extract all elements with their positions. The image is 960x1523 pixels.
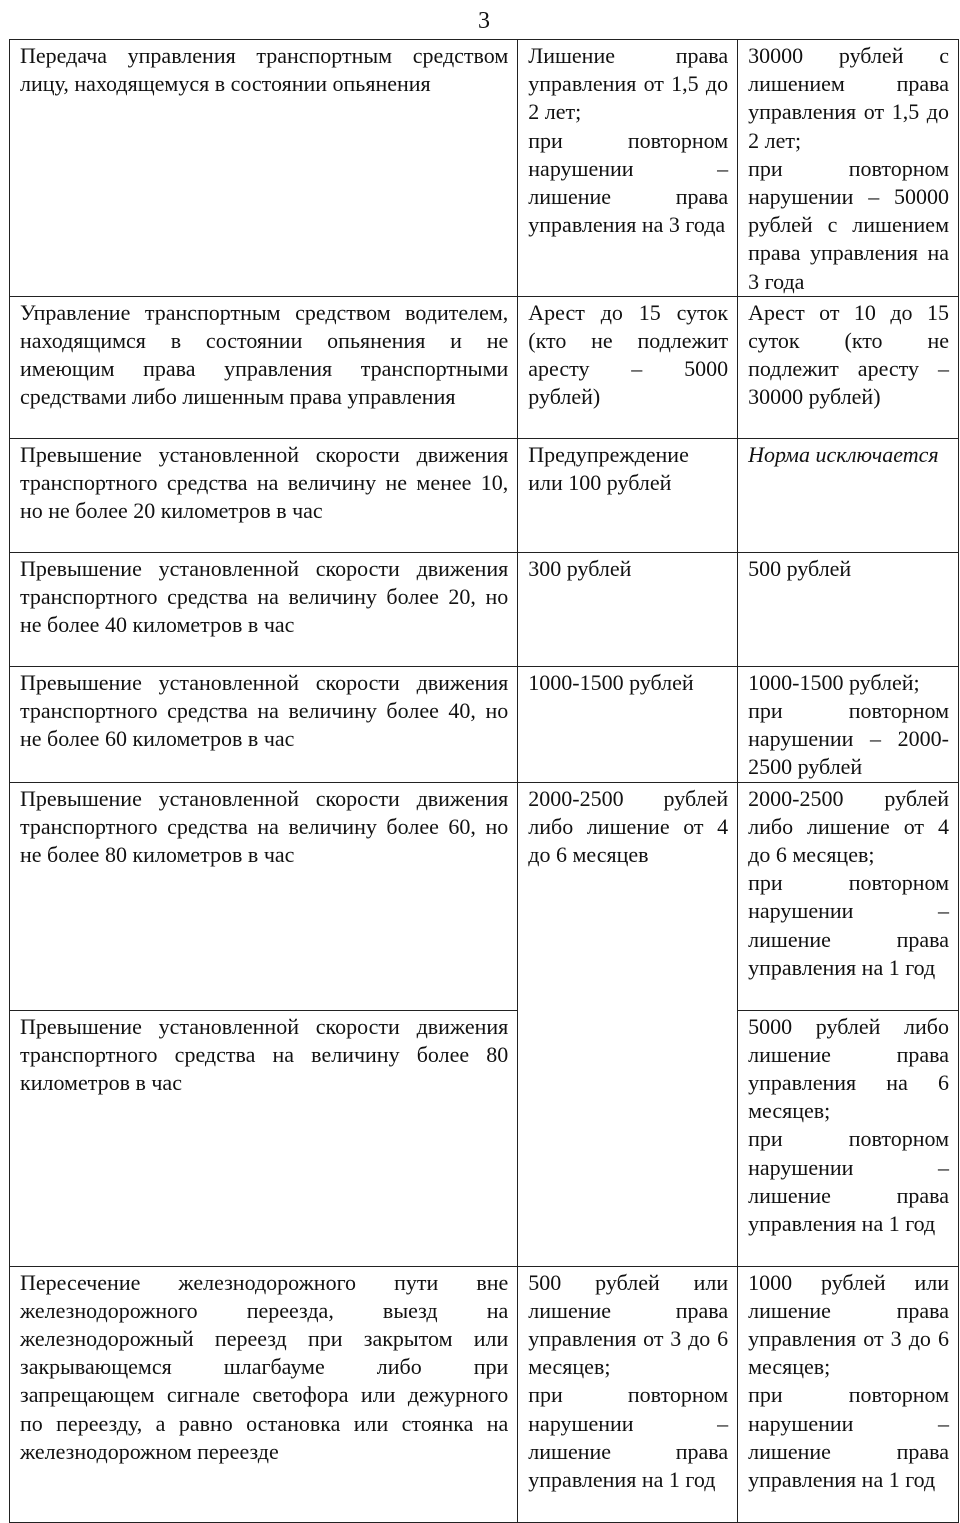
violation-cell: Превышение установленной скорости движения транспортного средства на величину более 60, но не более 80 километров в час bbox=[10, 782, 518, 1010]
old-penalty-text: 2000-2500 рублей либо лишение от 4 до 6 месяцев bbox=[528, 785, 729, 868]
old-penalty-text: 300 рублей bbox=[528, 555, 632, 581]
violation-cell: Передача управления транспортным средством лицу, находящемуся в состоянии опьянения bbox=[10, 40, 518, 297]
new-penalty-cell bbox=[738, 40, 959, 297]
new-penalty-cell bbox=[738, 296, 959, 438]
table-row bbox=[10, 782, 959, 1010]
violation-cell: Превышение установленной скорости движения транспортного средства на величину не менее 10, но не более 20 километров в час bbox=[10, 438, 518, 552]
new-penalty-repeat-text: при повторном нарушении – лишение права управления на 1 год bbox=[748, 870, 949, 980]
page-number: 3 bbox=[478, 8, 490, 34]
table-row bbox=[10, 40, 959, 297]
table-row bbox=[10, 296, 959, 438]
table-row bbox=[10, 438, 959, 552]
violation-cell: Превышение установленной скорости движения транспортного средства на величину более 80 километров в час bbox=[10, 1010, 518, 1266]
old-penalty-cell bbox=[518, 552, 738, 666]
table-row bbox=[10, 1010, 959, 1266]
violation-cell: Превышение установленной скорости движения транспортного средства на величину более 40, но не более 60 километров в час bbox=[10, 666, 518, 782]
new-penalty-text: 5000 рублей либо лишение права управления на 6 месяцев; bbox=[748, 1013, 949, 1124]
old-penalty-repeat-text: при повторном нарушении – лишение права управления на 1 год bbox=[528, 1382, 729, 1493]
new-penalty-text: 1000 рублей или лишение права управления от 3 до 6 месяцев; bbox=[748, 1269, 949, 1380]
old-penalty-text: Арест до 15 суток (кто не подлежит аресту – 5000 рублей) bbox=[528, 299, 729, 410]
new-penalty-text: 500 рублей bbox=[748, 555, 852, 581]
old-penalty-cell bbox=[518, 666, 738, 782]
old-penalty-repeat-text: при повторном нарушении – лишение права управления на 3 года bbox=[528, 127, 729, 238]
old-penalty-cell bbox=[518, 438, 738, 552]
new-penalty-cell bbox=[738, 782, 959, 1010]
new-penalty-cell bbox=[738, 666, 959, 782]
old-penalty-cell bbox=[518, 40, 738, 297]
new-penalty-repeat-text: при повторном нарушении – 2000-2500 рублей bbox=[748, 698, 949, 780]
new-penalty-repeat-text: при повторном нарушении – лишение права управления на 1 год bbox=[748, 1126, 949, 1237]
old-penalty-text: 500 рублей или лишение права управления от 3 до 6 месяцев; bbox=[528, 1269, 729, 1380]
table-row bbox=[10, 1266, 959, 1522]
new-penalty-cell bbox=[738, 1266, 959, 1522]
violation-cell: Превышение установленной скорости движения транспортного средства на величину более 20, но не более 40 километров в час bbox=[10, 552, 518, 666]
old-penalty-text: 1000-1500 рублей bbox=[528, 669, 694, 695]
old-penalty-cell bbox=[518, 296, 738, 438]
violation-cell: Пересечение железнодорожного пути вне железнодорожного переезда, выезд на железнодорожный переезд при закрытом или закрывающемся шлагбауме либо при запрещающем сигнале светофора или дежурного по переезду, а равно остановка или стоянка на железнодорожном переезде bbox=[10, 1266, 518, 1522]
violation-cell: Управление транспортным средством водителем, находящимся в состоянии опьянения и не имеющим права управления транспортными средствами либо лишенным права управления bbox=[10, 296, 518, 438]
new-penalty-cell bbox=[738, 552, 959, 666]
new-penalty-text: Арест от 10 до 15 суток (кто не подлежит аресту – 30000 рублей) bbox=[748, 299, 949, 410]
new-penalty-repeat-text: при повторном нарушении – 50000 рублей с лишением права управления на 3 года bbox=[748, 155, 949, 294]
old-penalty-text: Лишение права управления от 1,5 до 2 лет; bbox=[528, 43, 729, 125]
new-penalty-text: 30000 рублей с лишением права управления от 1,5 до 2 лет; bbox=[748, 43, 949, 153]
new-penalty-cell bbox=[738, 1010, 959, 1266]
table-row bbox=[10, 666, 959, 782]
new-penalty-text: 1000-1500 рублей; bbox=[748, 669, 920, 695]
new-penalty-repeat-text: при повторном нарушении – лишение права управления на 1 год bbox=[748, 1382, 949, 1493]
old-penalty-cell bbox=[518, 1266, 738, 1522]
table-row bbox=[10, 552, 959, 666]
old-penalty-cell bbox=[518, 782, 738, 1266]
new-penalty-text: 2000-2500 рублей либо лишение от 4 до 6 месяцев; bbox=[748, 785, 949, 868]
old-penalty-text: Предупреждение или 100 рублей bbox=[528, 441, 689, 496]
new-penalty-cell bbox=[738, 438, 959, 552]
penalties-table bbox=[9, 39, 959, 1523]
new-penalty-text: Норма исключается bbox=[748, 441, 939, 467]
